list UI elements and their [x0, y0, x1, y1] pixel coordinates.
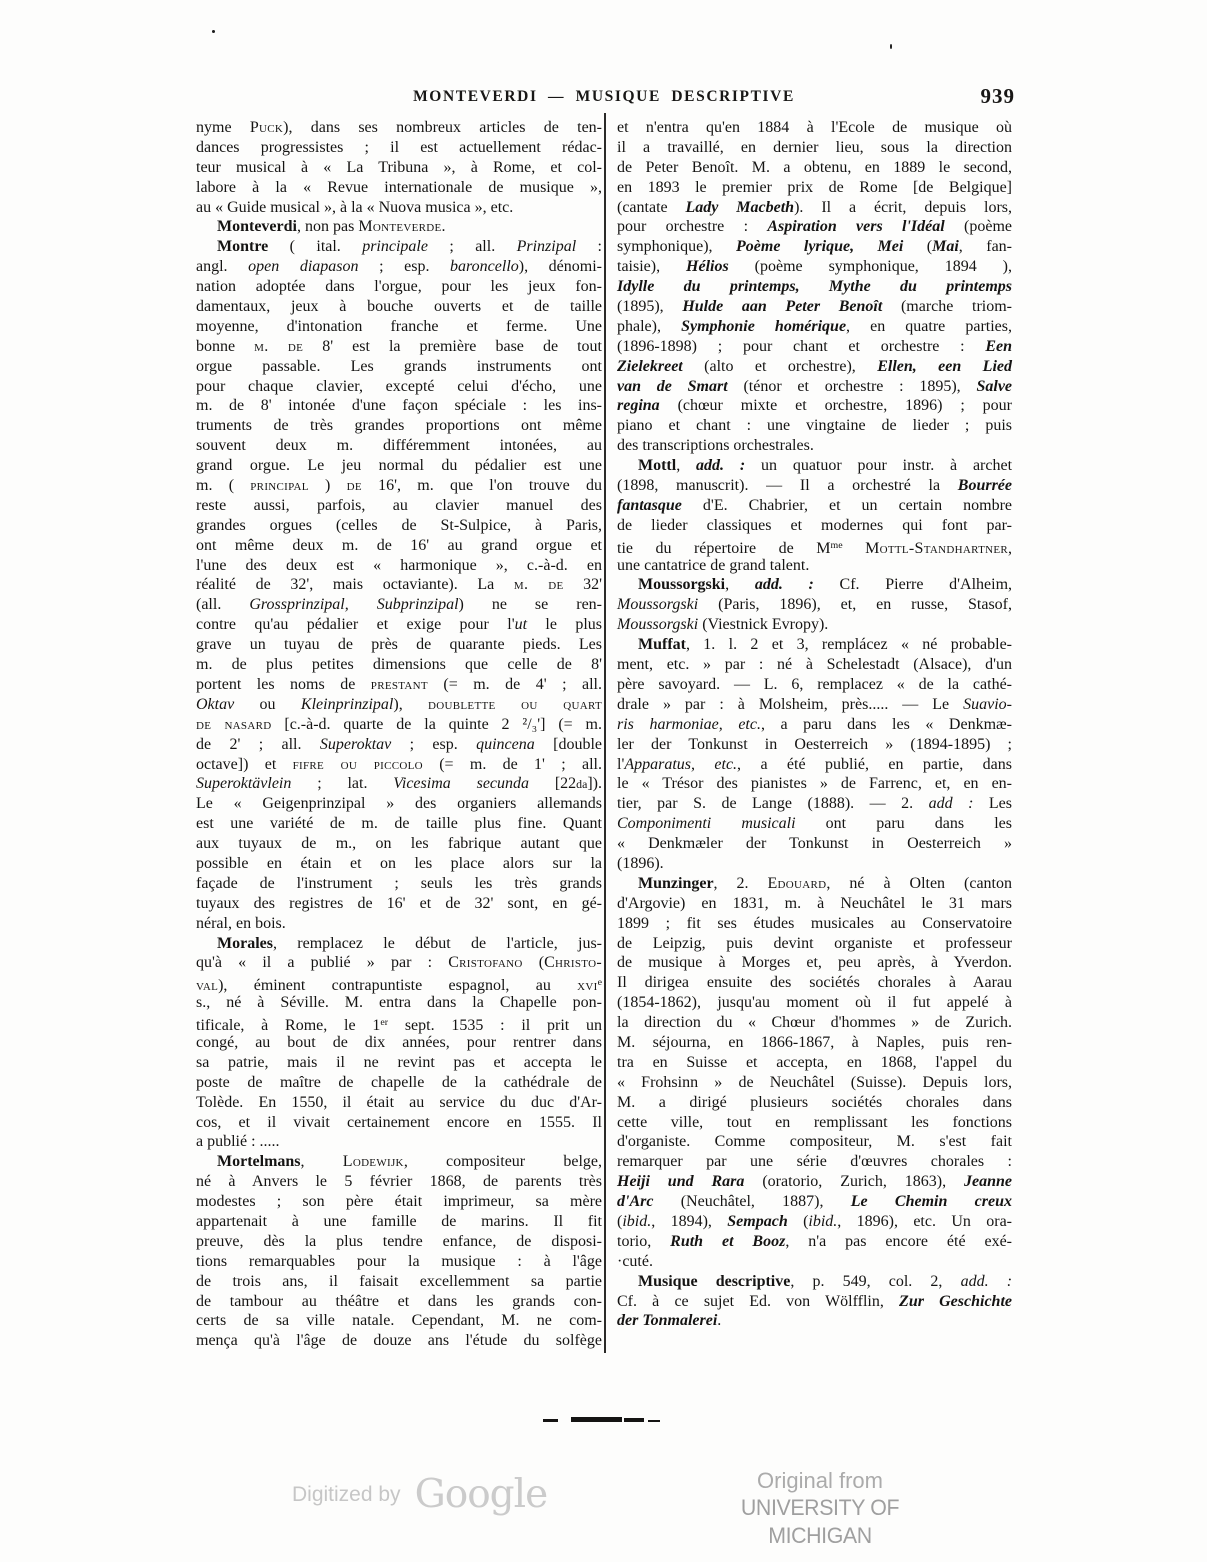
- text-line: est une variété de m. de taille plus fine. Quant: [196, 815, 602, 833]
- paragraph: [196, 237, 602, 933]
- text-line: l'Apparatus, etc., a été publié, en partie, dans: [617, 755, 1012, 773]
- text-line: 1899 ; fit ses études musicales au Conservatoire: [617, 914, 1012, 932]
- text-line: (1898, manuscrit). — Il a orchestré la Bourrée: [617, 477, 1012, 495]
- text-line: tie du répertoire de $M^{me}$ Mottl-Standhartner,: [617, 539, 1013, 557]
- text-line: fantasque d'E. Chabrier, et un certain nombre: [617, 496, 1012, 514]
- text-line: certs de sa ville natale. Cependant, M. ne com-: [196, 1312, 602, 1330]
- text-line: symphonique), Poème lyrique, Mei (Mai, fan-: [617, 238, 1012, 256]
- text-line: angl. open diapason ; esp. baroncello), dénomi-: [196, 258, 602, 276]
- text-line: Mottl, add. : un quatuor pour instr. à archet: [638, 457, 1013, 475]
- column-left: [196, 118, 602, 1351]
- text-line: né à Anvers le 5 février 1868, de parents très: [196, 1173, 602, 1191]
- scan-speck: [890, 44, 892, 49]
- text-line: taisie), Hélios (poème symphonique, 1894 ),: [617, 258, 1013, 276]
- text-line: tra en Suisse et accepta, en 1868, l'appel du: [617, 1053, 1012, 1071]
- text-line: (all. Grossprinzipal, Subprinzipal) ne se ren-: [196, 596, 603, 614]
- text-line: « Denkmæler der Tonkunst in Oesterreich »: [617, 835, 1012, 853]
- text-line: au « Guide musical », à la « Nuova musica », etc.: [196, 198, 514, 216]
- text-line: Muffat, 1. l. 2 et 3, remplácez « né probable-: [638, 636, 1012, 654]
- text-line: drale » par : à Molsheim, près..... — Le Suavio-: [617, 695, 1012, 713]
- text-line: grave un tuyau de près de quarante pieds. Les: [196, 636, 602, 654]
- text-line: poste de maître de chapelle de la cathédrale de: [196, 1073, 602, 1091]
- text-line: de lieder classiques et modernes qui font par-: [617, 516, 1012, 534]
- text-line: tificale, à Rome, le 1er sept. 1535 : il prit un: [196, 1017, 603, 1035]
- paragraph: [617, 575, 1012, 635]
- text-line: congé, au bout de dix années, pour rentrer dans: [196, 1033, 602, 1051]
- digitized-by-label: Digitized by: [292, 1483, 401, 1506]
- text-line: aux tuyaux de m., on les fabrique autant que: [196, 835, 602, 853]
- text-line: sa patrie, mais il ne revint pas et accepta le: [196, 1053, 602, 1071]
- text-line: nation adoptée dans l'orgue, pour les jeux fon-: [196, 278, 602, 296]
- paragraph: [617, 1272, 1012, 1332]
- scan-dash-mark: [624, 1418, 644, 1422]
- text-line: m. de plus petites dimensions que celle de 8': [196, 656, 602, 674]
- text-line: pour orchestre : Aspiration vers l'Idéal (poème: [617, 218, 1012, 236]
- text-line: Morales, remplacez le début de l'article, jus-: [217, 934, 602, 952]
- text-line: grand orgue. Le jeu normal du pédalier est une: [196, 457, 602, 475]
- text-line: de tambour au théâtre et dans les grands con-: [196, 1292, 602, 1310]
- text-line: s., né à Séville. M. entra dans la Chapelle pon-: [196, 994, 602, 1012]
- text-line: (1854-1862), jusqu'au moment où il fut appelé à: [617, 994, 1012, 1012]
- text-line: M. séjourna, en 1866-1867, à Naples, puis ren-: [617, 1033, 1012, 1051]
- text-line: modestes ; son père était imprimeur, sa mère: [196, 1193, 602, 1211]
- text-line: des transcriptions orchestrales.: [617, 437, 814, 455]
- text-line: octave]) et fifre ou piccolo (= m. de 1' ; all.: [196, 755, 602, 773]
- paragraph: [617, 874, 1012, 1272]
- text-line: ·cuté.: [617, 1252, 653, 1270]
- text-line: ris harmoniae, etc., a paru dans les « Denkmæ-: [617, 715, 1013, 733]
- paragraph: [196, 118, 602, 217]
- text-line: tier, par S. de Lange (1888). — 2. add : Les: [617, 795, 1012, 813]
- text-line: Munzinger, 2. Edouard, né à Olten (canton: [638, 874, 1013, 892]
- scan-speck: [212, 30, 215, 33]
- institution-label: UNIVERSITY OF MICHIGAN: [740, 1495, 900, 1548]
- text-line: Monteverdi, non pas Monteverde.: [217, 218, 446, 236]
- paragraph: [617, 118, 1012, 456]
- scan-dash-mark: [571, 1417, 622, 1422]
- text-line: damentaux, jeux à bouche ouverts et de taille: [196, 298, 602, 316]
- text-line: Montre ( ital. principale ; all. Prinzipal :: [217, 238, 602, 256]
- text-line: contre qu'au pédalier et exige pour l'ut le plus: [196, 616, 602, 634]
- text-line: m. ( principal ) de 16', m. que l'on trouve du: [196, 477, 603, 495]
- text-line: Tolède. En 1550, il était au service du duc d'Ar-: [196, 1093, 602, 1111]
- text-line: Heiji und Rara (oratorio, Zurich, 1863), Jeanne: [617, 1173, 1013, 1191]
- text-line: de trois ans, il faisait excellemment sa partie: [196, 1272, 602, 1290]
- running-header: MONTEVERDI — MUSIQUE DESCRIPTIVE: [413, 88, 795, 105]
- text-line: val), éminent contrapuntiste espagnol, au xvi$^e$: [196, 977, 602, 995]
- text-line: possible en étain et on les place alors sur la: [196, 854, 602, 872]
- text-line: souvent deux m. différemment intonées, au: [196, 437, 602, 455]
- text-line: nyme Puck), dans ses nombreux articles de ten-: [196, 119, 602, 136]
- text-line: cos, et il vivait certainement encore en 1555. Il: [196, 1113, 602, 1131]
- text-line: reste aussi, parfois, au clavier manuel des: [196, 496, 602, 514]
- google-logo: Google: [414, 1472, 548, 1517]
- text-line: teur musical à « La Tribuna », à Rome, et col-: [196, 158, 602, 176]
- text-line: Moussorgski (Viestnick Evropy).: [617, 616, 829, 634]
- original-from-label: Original from: [757, 1468, 883, 1493]
- column-right: [617, 118, 1012, 1331]
- text-line: la direction du « Chœur d'hommes » de Zurich.: [617, 1014, 1012, 1032]
- text-line: l'une des deux est « harmonique », c.-à-d. en: [196, 556, 602, 574]
- paragraph: [196, 934, 602, 1153]
- text-line: de Leipzig, puis devint organiste et professeur: [617, 934, 1012, 952]
- text-line: (ibid., 1894), Sempach (ibid., 1896), etc. Un ora-: [617, 1212, 1013, 1230]
- text-line: portent les noms de prestant (= m. de 4' ; all.: [196, 675, 602, 693]
- text-line: père savoyard. — L. 6, remplacez « de la cathé-: [617, 675, 1012, 693]
- scan-dash-mark: [543, 1419, 558, 1422]
- text-line: mença qu'à l'âge de douze ans l'étude du solfège: [196, 1332, 602, 1350]
- text-line: Zielekreet (alto et orchestre), Ellen, een Lied: [617, 357, 1012, 375]
- text-line: appartenait à une famille de marins. Il fit: [196, 1212, 602, 1230]
- text-line: cette ville, tout en remplissant les fonctions: [617, 1113, 1012, 1131]
- text-line: orgue passable. Les grands instruments ont: [196, 357, 602, 375]
- text-line: tions remarquables pour la musique : à l'âge: [196, 1252, 602, 1270]
- text-line: réalité de 32', mais octaviante). La m. de 32': [196, 576, 602, 594]
- text-line: phale), Symphonie homérique, en quatre parties,: [617, 317, 1012, 335]
- text-line: tuyaux des registres de 16' et de 32' sont, en gé-: [196, 894, 602, 912]
- text-line: (1896-1898) ; pour chant et orchestre : Een: [617, 337, 1012, 355]
- text-line: Moussorgski, add. : Cf. Pierre d'Alheim,: [638, 576, 1013, 594]
- text-line: d'organiste. Comme compositeur, M. s'est fait: [617, 1133, 1012, 1151]
- text-line: labore à la « Revue internationale de musique »,: [196, 178, 602, 196]
- page-number: 939: [980, 84, 1015, 108]
- text-line: en 1893 le premier prix de Rome [de Belgique]: [617, 178, 1012, 196]
- text-line: M. a dirigé plusieurs sociétés chorales dans: [617, 1093, 1012, 1111]
- paragraph: [617, 635, 1012, 874]
- text-line: ont même deux m. de 16' au grand orgue et: [196, 536, 602, 554]
- text-line: de Peter Benoît. M. a obtenu, en 1889 le second,: [617, 158, 1012, 176]
- google-watermark: [292, 1472, 582, 1532]
- text-line: il a travaillé, en dernier lieu, sous la direction: [617, 138, 1012, 156]
- text-line: de nasard [c.-à-d. quarte de la quinte 2 ²/₃'] (= m.: [196, 715, 603, 733]
- text-line: le « Trésor des pianistes » de Farrenc, et, en en-: [617, 775, 1012, 793]
- text-line: der Tonmalerei.: [617, 1312, 722, 1330]
- text-line: grandes orgues (celles de St-Sulpice, à Paris,: [196, 516, 602, 534]
- text-line: bonne m. de 8' est la première base de tout: [196, 337, 602, 355]
- text-line: (cantate Lady Macbeth). Il a écrit, depuis lors,: [617, 198, 1013, 216]
- text-line: pour chaque clavier, excepté celui d'écho, une: [196, 377, 602, 395]
- text-line: piano et chant : une vingtaine de lieder ; puis: [617, 417, 1012, 435]
- text-line: Moussorgski (Paris, 1896), et, en russe, Stasof,: [617, 596, 1012, 614]
- text-line: ler der Tonkunst in Oesterreich » (1894-1895) ;: [617, 735, 1012, 753]
- text-line: « Frohsinn » de Neuchâtel (Suisse). Depuis lors,: [617, 1073, 1012, 1091]
- text-line: façade de l'instrument ; seuls les très grands: [196, 874, 602, 892]
- text-line: regina (chœur mixte et orchestre, 1896) ; pour: [617, 397, 1012, 415]
- text-line: (1895), Hulde aan Peter Benoît (marche triom-: [617, 298, 1012, 316]
- text-line: Cf. à ce sujet Ed. von Wölfflin, Zur Geschichte: [617, 1292, 1012, 1310]
- text-line: moyenne, d'intonation franche et ferme. Une: [196, 317, 602, 335]
- text-line: Il dirigea ensuite des sociétés chorales à Aarau: [617, 974, 1012, 992]
- text-line: Le « Geigenprinzipal » des organiers allemands: [196, 795, 602, 813]
- text-line: torio, Ruth et Booz, n'a pas encore été exé-: [617, 1232, 1013, 1250]
- text-line: preuve, dès la plus tendre enfance, de disposi-: [196, 1232, 602, 1250]
- text-line: une cantatrice de grand talent.: [617, 556, 810, 574]
- text-line: dances progressistes ; il est actuellement rédac-: [196, 138, 602, 156]
- column-divider-rule: [604, 113, 606, 1353]
- text-line: de 2' ; all. Superoktav ; esp. quincena [double: [196, 735, 602, 753]
- text-line: van de Smart (ténor et orchestre : 1895), Salve: [617, 377, 1013, 395]
- text-line: de musique à Morges et, peu après, à Yverdon.: [617, 954, 1012, 972]
- text-line: Oktav ou Kleinprinzipal), doublette ou quart: [196, 695, 603, 713]
- text-line: ment, etc. » par : né à Schelestadt (Alsace), d'un: [617, 656, 1012, 674]
- text-line: Mortelmans, Lodewijk, compositeur belge,: [217, 1153, 602, 1171]
- text-line: truments de très grandes proportions ont même: [196, 417, 602, 435]
- paragraph: [196, 1152, 602, 1351]
- text-line: néral, en bois.: [196, 914, 286, 932]
- text-line: remarquer par une série d'œuvres chorales :: [617, 1153, 1012, 1171]
- text-line: Musique descriptive, p. 549, col. 2, add. :: [638, 1272, 1013, 1290]
- source-watermark: [700, 1468, 940, 1550]
- text-line: a publié : .....: [196, 1133, 280, 1151]
- text-line: et n'entra qu'en 1884 à l'Ecole de musique où: [617, 119, 1012, 136]
- text-line: m. de 8' intonée d'une façon spéciale : les ins-: [196, 397, 602, 415]
- text-line: Superoktävlein ; lat. Vicesima secunda [22da]).: [196, 775, 602, 793]
- paragraph: [196, 217, 602, 237]
- text-line: d'Arc (Neuchâtel, 1887), Le Chemin creux: [617, 1193, 1012, 1211]
- text-line: (1896).: [617, 854, 664, 872]
- text-line: Componimenti musicali ont paru dans les: [617, 815, 1013, 833]
- text-line: d'Argovie) en 1831, m. à Neuchâtel le 31 mars: [617, 894, 1012, 912]
- paragraph: [617, 456, 1012, 575]
- scan-dash-mark: [648, 1420, 660, 1422]
- text-line: qu'à « il a publié » par : Cristofano (Christo-: [196, 954, 603, 972]
- text-line: Idylle du printemps, Mythe du printemps: [617, 278, 1012, 296]
